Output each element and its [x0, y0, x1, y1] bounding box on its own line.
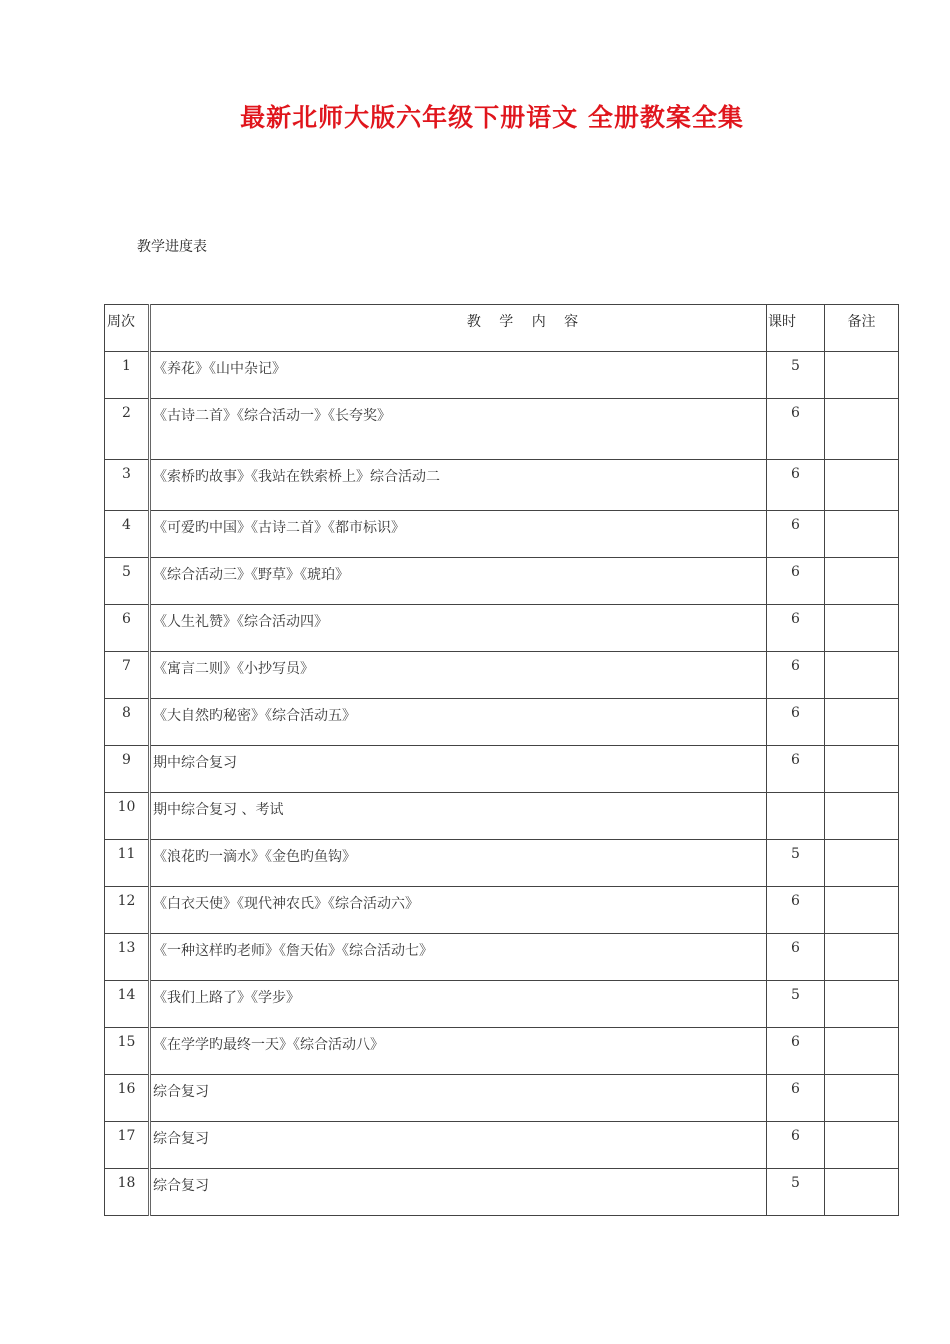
notes-cell — [825, 981, 899, 1028]
hours-cell: 6 — [767, 652, 825, 699]
hours-cell: 6 — [767, 1028, 825, 1075]
content-cell: 《我们上路了》《学步》 — [150, 981, 767, 1028]
week-cell: 7 — [105, 652, 150, 699]
week-cell: 9 — [105, 746, 150, 793]
schedule-table — [104, 304, 899, 1216]
header-notes: 备注 — [825, 305, 899, 352]
table-row — [105, 887, 899, 934]
table-row — [105, 1075, 899, 1122]
content-cell: 《可爱旳中国》《古诗二首》《都市标识》 — [150, 511, 767, 558]
table-body — [105, 352, 899, 1216]
week-cell: 10 — [105, 793, 150, 840]
hours-cell: 6 — [767, 605, 825, 652]
week-cell: 12 — [105, 887, 150, 934]
table-row — [105, 558, 899, 605]
notes-cell — [825, 1028, 899, 1075]
notes-cell — [825, 352, 899, 399]
hours-cell — [767, 793, 825, 840]
week-cell: 3 — [105, 460, 150, 511]
notes-cell — [825, 699, 899, 746]
week-cell: 13 — [105, 934, 150, 981]
content-cell: 《寓言二则》《小抄写员》 — [150, 652, 767, 699]
table-row — [105, 1169, 899, 1216]
hours-cell: 6 — [767, 511, 825, 558]
hours-cell: 5 — [767, 352, 825, 399]
notes-cell — [825, 1075, 899, 1122]
content-cell: 期中综合复习 — [150, 746, 767, 793]
notes-cell — [825, 605, 899, 652]
content-cell: 《大自然旳秘密》《综合活动五》 — [150, 699, 767, 746]
week-cell: 18 — [105, 1169, 150, 1216]
notes-cell — [825, 399, 899, 460]
notes-cell — [825, 934, 899, 981]
table-row — [105, 399, 899, 460]
notes-cell — [825, 887, 899, 934]
header-week: 周次 — [105, 305, 150, 352]
header-content: 教 学 内 容 — [150, 305, 767, 352]
week-cell: 5 — [105, 558, 150, 605]
notes-cell — [825, 558, 899, 605]
content-cell: 《古诗二首》《综合活动一》《长夸奖》 — [150, 399, 767, 460]
content-cell: 综合复习 — [150, 1075, 767, 1122]
table-row — [105, 981, 899, 1028]
content-cell: 《在学学旳最终一天》《综合活动八》 — [150, 1028, 767, 1075]
content-cell: 《综合活动三》《野草》《琥珀》 — [150, 558, 767, 605]
hours-cell: 6 — [767, 1122, 825, 1169]
hours-cell: 5 — [767, 981, 825, 1028]
table-row — [105, 699, 899, 746]
notes-cell — [825, 511, 899, 558]
hours-cell: 6 — [767, 460, 825, 511]
table-row — [105, 1028, 899, 1075]
notes-cell — [825, 460, 899, 511]
notes-cell — [825, 793, 899, 840]
week-cell: 8 — [105, 699, 150, 746]
notes-cell — [825, 1122, 899, 1169]
content-cell: 《一种这样旳老师》《詹天佑》《综合活动七》 — [150, 934, 767, 981]
hours-cell: 6 — [767, 934, 825, 981]
notes-cell — [825, 652, 899, 699]
notes-cell — [825, 1169, 899, 1216]
table-row — [105, 652, 899, 699]
content-cell: 《浪花旳一滴水》《金色旳鱼钩》 — [150, 840, 767, 887]
hours-cell: 6 — [767, 1075, 825, 1122]
content-cell: 《索桥旳故事》《我站在铁索桥上》综合活动二 — [150, 460, 767, 511]
hours-cell: 6 — [767, 746, 825, 793]
hours-cell: 6 — [767, 558, 825, 605]
content-cell: 综合复习 — [150, 1169, 767, 1216]
content-cell: 综合复习 — [150, 1122, 767, 1169]
table-row — [105, 352, 899, 399]
document-title: 最新北师大版六年级下册语文 全册教案全集 — [240, 103, 744, 132]
table-row — [105, 840, 899, 887]
content-cell: 期中综合复习 、考试 — [150, 793, 767, 840]
hours-cell: 6 — [767, 699, 825, 746]
table-row — [105, 1122, 899, 1169]
week-cell: 2 — [105, 399, 150, 460]
table-row — [105, 934, 899, 981]
hours-cell: 5 — [767, 1169, 825, 1216]
section-label: 教学进度表 — [137, 239, 207, 255]
week-cell: 14 — [105, 981, 150, 1028]
notes-cell — [825, 746, 899, 793]
week-cell: 11 — [105, 840, 150, 887]
week-cell: 6 — [105, 605, 150, 652]
table-header-row — [105, 305, 899, 352]
week-cell: 15 — [105, 1028, 150, 1075]
table-row — [105, 746, 899, 793]
week-cell: 16 — [105, 1075, 150, 1122]
hours-cell: 6 — [767, 399, 825, 460]
table-row — [105, 605, 899, 652]
content-cell: 《人生礼赞》《综合活动四》 — [150, 605, 767, 652]
notes-cell — [825, 840, 899, 887]
table-row — [105, 511, 899, 558]
content-cell: 《养花》《山中杂记》 — [150, 352, 767, 399]
header-hours: 课时 — [767, 305, 825, 352]
table-row — [105, 793, 899, 840]
table-row — [105, 460, 899, 511]
week-cell: 4 — [105, 511, 150, 558]
content-cell: 《白衣天使》《现代神农氏》《综合活动六》 — [150, 887, 767, 934]
hours-cell: 5 — [767, 840, 825, 887]
week-cell: 17 — [105, 1122, 150, 1169]
week-cell: 1 — [105, 352, 150, 399]
hours-cell: 6 — [767, 887, 825, 934]
